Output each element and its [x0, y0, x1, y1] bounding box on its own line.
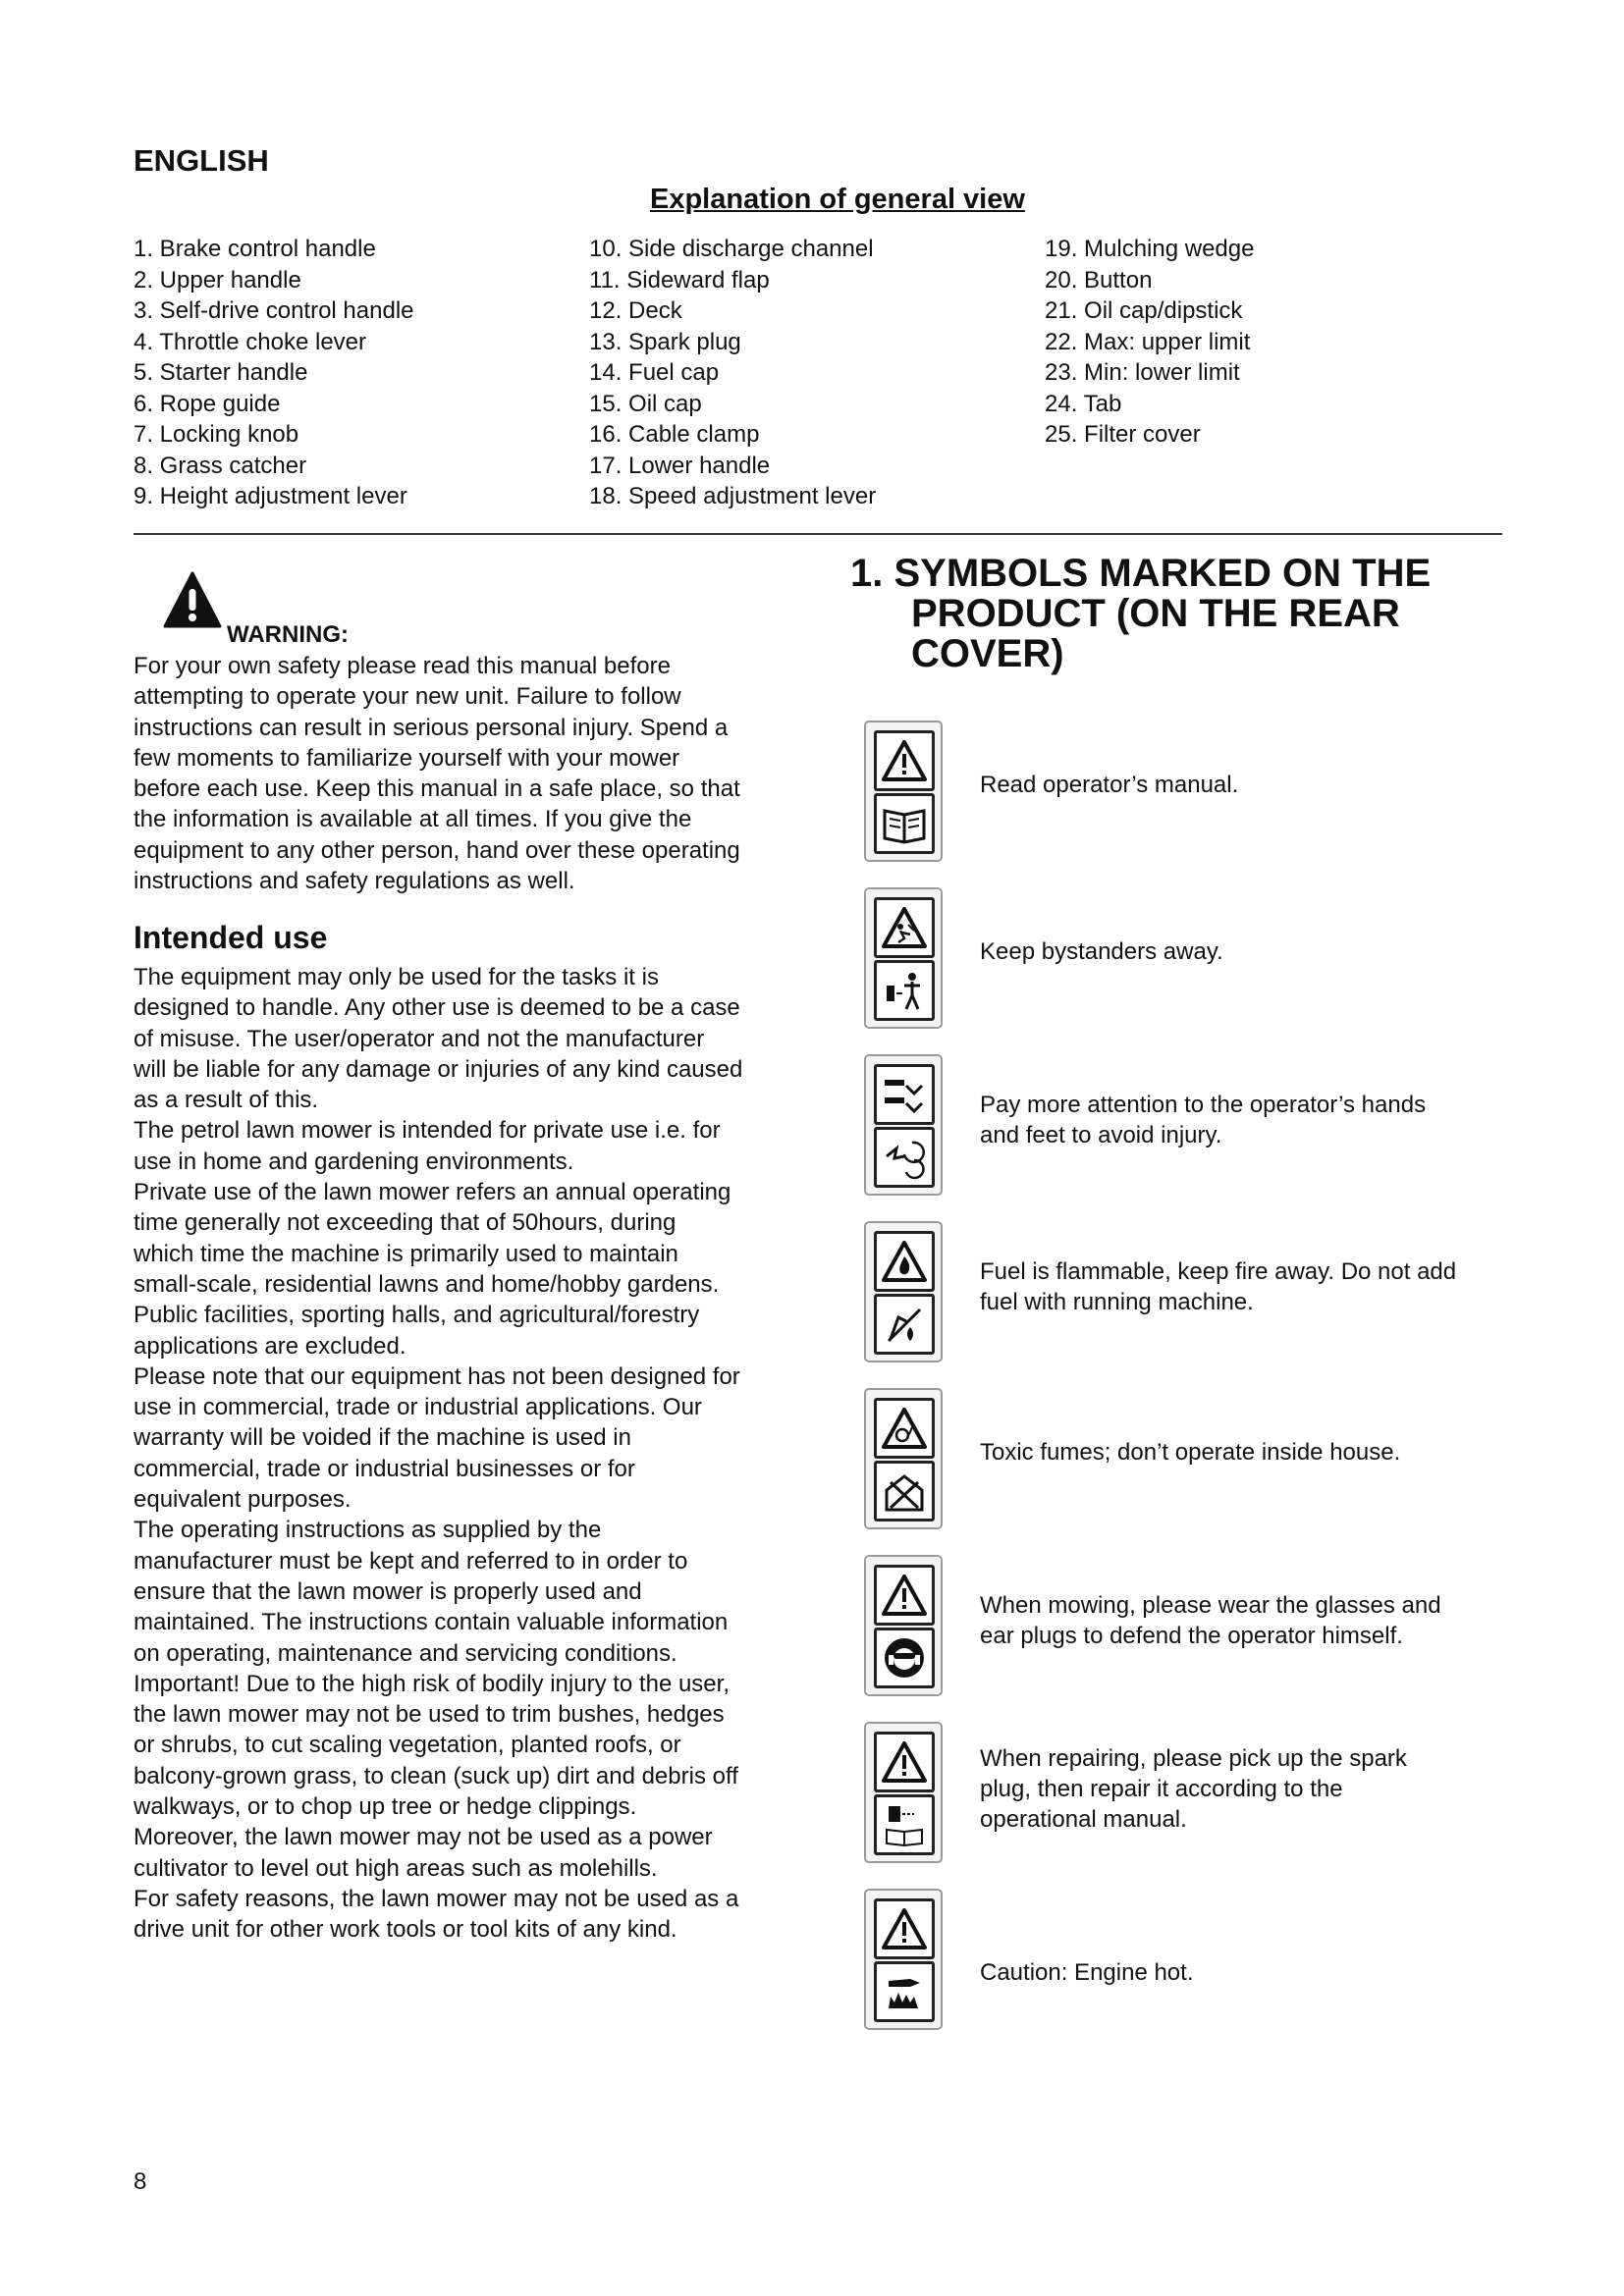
- text-line: warranty will be voided if the machine is used in: [134, 1424, 631, 1452]
- symbol-description: Fuel is flammable, keep fire away. Do not add fuel with running machine.: [980, 1258, 1457, 1315]
- text-line: few moments to familiarize yourself with your mower: [134, 744, 680, 772]
- symbol-description: Keep bystanders away.: [980, 938, 1223, 965]
- text-line: designed to handle. Any other use is deemed to be a case: [134, 994, 740, 1022]
- text-line: Moreover, the lawn mower may not be used as a power: [134, 1824, 713, 1851]
- text-line: the information is available at all times. If you give the: [134, 806, 692, 833]
- text-line: which time the machine is primarily used to maintain: [134, 1240, 678, 1267]
- text-line: maintained. The instructions contain valuable information: [134, 1609, 729, 1636]
- text-line: use in home and gardening environments.: [134, 1148, 574, 1175]
- text-line: equivalent purposes.: [134, 1486, 352, 1514]
- text-line: or shrubs, to cut scaling vegetation, planted roofs, or: [134, 1732, 681, 1759]
- text-line: as a result of this.: [134, 1087, 319, 1114]
- parts-list-column-1: [134, 234, 414, 512]
- list-item: 13. Spark plug: [589, 328, 741, 355]
- list-item: 19. Mulching wedge: [1045, 236, 1255, 262]
- spark-plug-icon: [864, 1722, 943, 1863]
- text-line: For safety reasons, the lawn mower may not be used as a: [134, 1885, 739, 1912]
- list-item: 24. Tab: [1045, 390, 1122, 417]
- text-line: The operating instructions as supplied by the: [134, 1517, 602, 1544]
- list-item: 10. Side discharge channel: [589, 236, 874, 262]
- title-line: PRODUCT (ON THE REAR: [911, 592, 1400, 635]
- list-item: 22. Max: upper limit: [1045, 328, 1251, 355]
- page-number: 8: [134, 2168, 147, 2195]
- text-line: attempting to operate your new unit. Failure to follow: [134, 683, 681, 711]
- text-line: Important! Due to the high risk of bodily injury to the user,: [134, 1670, 730, 1697]
- list-item: 23. Min: lower limit: [1045, 359, 1240, 386]
- list-item: 9. Height adjustment lever: [134, 483, 407, 509]
- warning-text: [134, 651, 801, 896]
- text-line: the lawn mower may not be used to trim bushes, hedges: [134, 1701, 725, 1729]
- text-line: ensure that the lawn mower is properly used and: [134, 1577, 642, 1605]
- title-line: COVER): [911, 632, 1064, 675]
- symbol-description: When mowing, please wear the glasses and ear plugs to defend the operator himself.: [980, 1592, 1441, 1649]
- parts-list-column-3: [1045, 234, 1254, 451]
- warning-label: WARNING:: [227, 621, 349, 648]
- list-item: 1. Brake control handle: [134, 236, 376, 262]
- text-line: before each use. Keep this manual in a safe place, so that: [134, 775, 740, 803]
- hands-feet-icon: [864, 1054, 943, 1196]
- text-line: small-scale, residential lawns and home/hobby gardens.: [134, 1270, 720, 1298]
- text-line: instructions can result in serious personal injury. Spend a: [134, 714, 729, 741]
- title-line: 1. SYMBOLS MARKED ON THE: [850, 552, 1432, 595]
- symbol-description: Pay more attention to the operator’s hands and feet to avoid injury.: [980, 1092, 1427, 1148]
- symbol-description: Toxic fumes; don’t operate inside house.: [980, 1439, 1401, 1466]
- list-item: 20. Button: [1045, 266, 1153, 294]
- text-line: The equipment may only be used for the tasks it is: [134, 964, 659, 990]
- text-line: of misuse. The user/operator and not the manufacturer: [134, 1025, 705, 1052]
- list-item: 7. Locking knob: [134, 421, 299, 448]
- list-item: 2. Upper handle: [134, 266, 301, 294]
- text-line: will be liable for any damage or injuries of any kind caused: [134, 1055, 743, 1083]
- text-line: Please note that our equipment has not been designed for: [134, 1362, 740, 1390]
- text-line: For your own safety please read this manual before: [134, 653, 671, 679]
- text-line: time generally not exceeding that of 50hours, during: [134, 1209, 677, 1237]
- list-item: 14. Fuel cap: [589, 359, 720, 386]
- protection-icon: [864, 1555, 943, 1696]
- symbol-description: When repairing, please pick up the spark plug, then repair it according to the operational manual.: [980, 1745, 1407, 1833]
- text-line: The petrol lawn mower is intended for private use i.e. for: [134, 1117, 721, 1145]
- bystanders-icon: [864, 887, 943, 1029]
- text-line: use in commercial, trade or industrial applications. Our: [134, 1394, 702, 1421]
- list-item: 16. Cable clamp: [589, 421, 760, 448]
- text-line: instructions and safety regulations as well.: [134, 868, 575, 895]
- list-item: 18. Speed adjustment lever: [589, 483, 877, 509]
- text-line: equipment to any other person, hand over these operating: [134, 836, 740, 864]
- text-line: balcony-grown grass, to clean (suck up) dirt and debris off: [134, 1762, 738, 1789]
- section-divider: [134, 533, 1502, 535]
- intended-use-text: [134, 962, 801, 1946]
- list-item: 17. Lower handle: [589, 452, 771, 479]
- list-item: 21. Oil cap/dipstick: [1045, 297, 1243, 324]
- text-line: manufacturer must be kept and referred to in order to: [134, 1547, 688, 1575]
- general-view-title: Explanation of general view: [650, 184, 1025, 215]
- symbol-description: Read operator’s manual.: [980, 772, 1239, 798]
- symbol-description: Caution: Engine hot.: [980, 1959, 1194, 1986]
- flammable-icon: [864, 1221, 943, 1362]
- text-line: applications are excluded.: [134, 1332, 406, 1360]
- toxic-fumes-icon: [864, 1388, 943, 1529]
- list-item: 25. Filter cover: [1045, 421, 1201, 448]
- list-item: 11. Sideward flap: [589, 266, 770, 294]
- warning-icon: [163, 571, 222, 628]
- list-item: 12. Deck: [589, 297, 682, 324]
- text-line: walkways, or to chop up tree or hedge clippings.: [134, 1793, 637, 1821]
- text-line: Public facilities, sporting halls, and agricultural/forestry: [134, 1302, 700, 1329]
- text-line: Private use of the lawn mower refers an annual operating: [134, 1179, 731, 1206]
- list-item: 15. Oil cap: [589, 390, 702, 417]
- text-line: commercial, trade or industrial businesses or for: [134, 1455, 635, 1482]
- hot-engine-icon: [864, 1889, 943, 2030]
- intended-use-heading: Intended use: [134, 920, 328, 955]
- list-item: 8. Grass catcher: [134, 452, 307, 479]
- language-heading: ENGLISH: [134, 143, 269, 178]
- symbols-section-title: [850, 554, 1431, 674]
- list-item: 6. Rope guide: [134, 390, 281, 417]
- list-item: 5. Starter handle: [134, 359, 308, 386]
- text-line: drive unit for other work tools or tool kits of any kind.: [134, 1916, 677, 1944]
- list-item: 4. Throttle choke lever: [134, 328, 367, 355]
- text-line: cultivator to level out high areas such as molehills.: [134, 1854, 658, 1882]
- list-item: 3. Self-drive control handle: [134, 297, 414, 324]
- parts-list-column-2: [589, 234, 876, 512]
- text-line: on operating, maintenance and servicing conditions.: [134, 1639, 677, 1667]
- read-manual-icon: [864, 721, 943, 862]
